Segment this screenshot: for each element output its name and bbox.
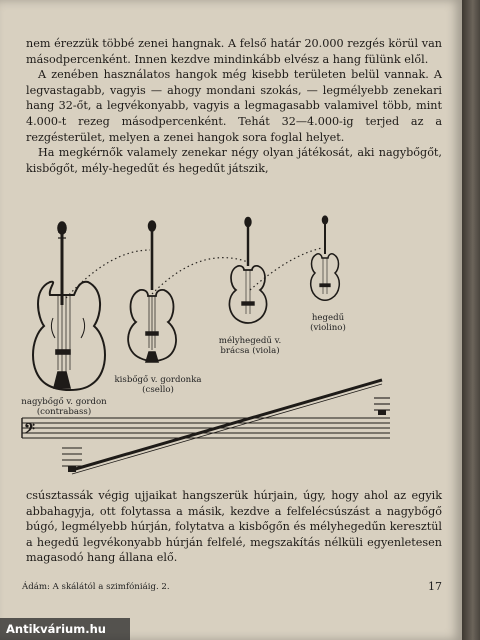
viola-drawing	[229, 218, 266, 324]
paragraph-3: Ha megkérnők valamely zenekar négy olyan játékosát, aki nagybőgőt, kisbőgőt, mély-hegedűt és hegedűt játszik,	[26, 146, 442, 175]
bass-clef-icon: 𝄢	[24, 421, 35, 441]
viola-caption: mélyhegedű v. brácsa (viola)	[218, 336, 282, 356]
contrabass-caption: nagybőgő v. gordon (contrabass)	[21, 397, 107, 417]
paragraph-2: A zenében használatos hangok még kisebb területen belül vannak. A legvastagabb, vagyis — ahogy mondani szokás, — legmélyebb zenekari hang 32-őt, a legvékonyabb, vagyis a legmagasabb valamivel több, mint 4.000-t rezeg másodpercenként. Tehát 32—4.000-ig terjed az a rezgésterület, melyen a zenei hangok sora foglal helyet.	[26, 68, 442, 144]
book-spine	[462, 0, 480, 640]
violin-drawing	[311, 216, 340, 300]
page-number: 17	[428, 580, 442, 593]
cello-caption: kisbőgő v. gordonka (csello)	[114, 375, 202, 395]
high-note	[378, 410, 386, 415]
watermark-logo: Antikvárium.hu	[0, 618, 130, 640]
cello-drawing	[128, 221, 176, 362]
contrabass-drawing	[33, 222, 105, 390]
footer-title: Ádám: A skálától a szimfóniáig. 2.	[22, 582, 170, 592]
page-footer	[22, 582, 442, 592]
connector-dots	[66, 248, 322, 298]
paragraph-1: nem érezzük többé zenei hangnak. A felső határ 20.000 rezgés körül van másodpercenként. Innen kezdve mindinkább elvész a hang fülünk elől.	[26, 37, 442, 66]
violin-caption: hegedű (violino)	[310, 313, 346, 333]
low-note	[68, 466, 76, 472]
bottom-text-block	[26, 488, 442, 566]
paragraph-4: csúsztassák végig ujjaikat hangszerük húrjain, úgy, hogy ahol az egyik abbahagyja, ott folytassa a másik, kezdve a felfelécsúszást a nagybőgő búgó, legmélyebb húrján, folytatva a kisbőgőn és mélyhegedűn keresztül a hegedű legvékonyabb húrján felfelé, megszakítás nélküli egyenletesen magasodó hang állana elő.	[26, 489, 442, 565]
